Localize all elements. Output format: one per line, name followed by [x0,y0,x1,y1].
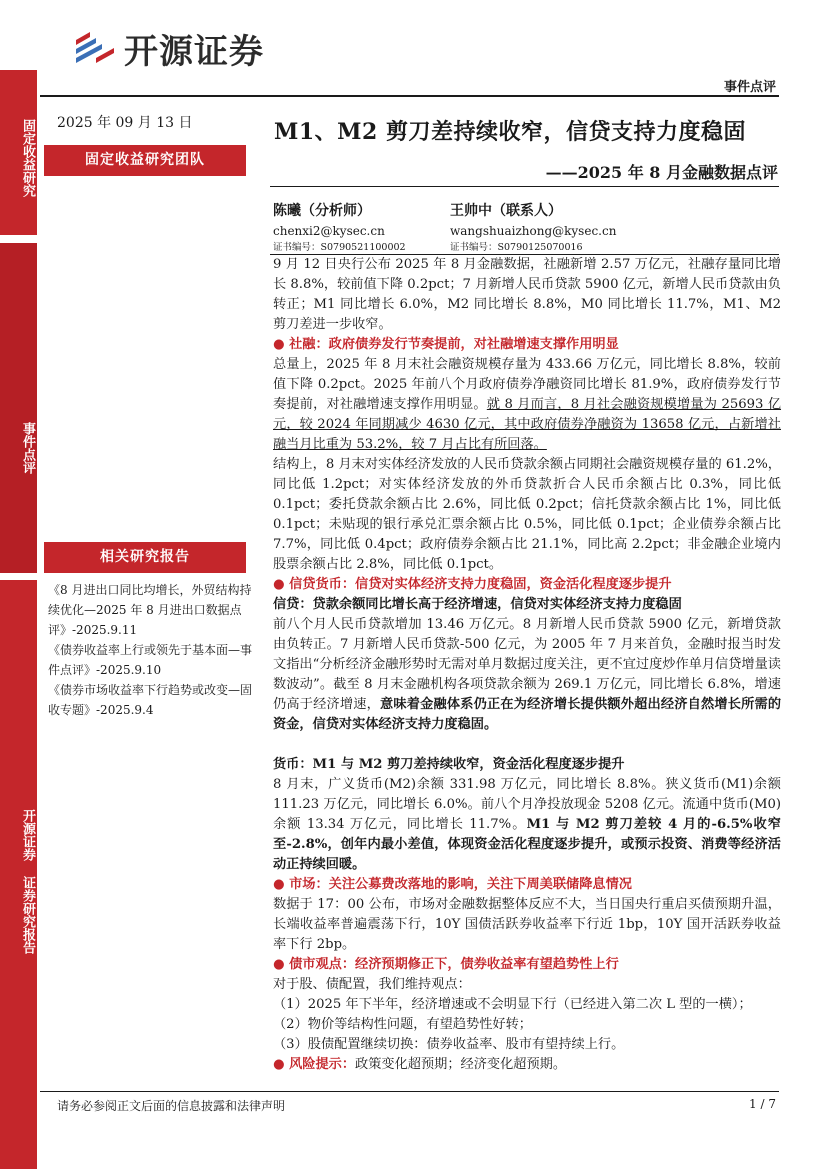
bullet-dot-icon: ● [273,1057,290,1072]
social-financing-structure-paragraph: 结构上，8 月末对实体经济发放的人民币贷款余额占同期社会融资规模存量的 61.2%，同比低 1.2pct；对实体经济发放的外币贷款折合人民币余额占比 0.3%，同比低 0.1pct；委托贷款余额占比 2.6%，同比低 0.2pct；信托贷款余额占比 1%，同比低 0.1pct；未贴现的银行承兑汇票余额占比 0.5%，同比低 0.1pct；企业债券余额占比 7.7%，同比低 0.4pct；政府债券余额占比 21.1%，同比高 2.2pct；非金融企业境内股票余额占比 2.8%，同比低 0.1pct。 [273,457,781,572]
side-band-category: 固定收益研究 [0,70,37,235]
social-financing-paragraph: 总量上，2025 年 8 月末社会融资规模存量为 433.66 万亿元，同比增长 8.8%，较前值下降 0.2pct。2025 年前八个月政府债券净融资同比增长 81.9%，政府债券发行节奏提前，对社融增速支撑作用明显。就 8 月而言，8 月社会融资规模增量为 25693 亿元，较 2024 年同期减少 4630 亿元，其中政府债券净融资为 13658 亿元，占新增社融当月比重为 53.2%，较 7 月占比有所回落。 [273,357,782,452]
money-subheading: 货币：M1 与 M2 剪刀差持续收窄，资金活化程度逐步提升 [273,757,625,772]
bullet-dot-icon: ● [273,337,290,352]
money-paragraph: 8 月末，广义货币(M2)余额 331.98 万亿元，同比增长 8.8%。狭义货币(M1)余额 111.23 万亿元，同比增长 6.0%。前八个月净投放现金 5208 亿元。流通中货币(M0)余额 13.34 万亿元，同比增长 11.7%。M1 与 M2 剪刀差较 4 月的-6.5%收窄至-2.8%，创年内最小差值，体现资金活化程度逐步提升，或预示投资、消费等经济活动正持续回暖。 [273,777,781,872]
doc-type-label: 事件点评 [723,80,776,95]
page-number: 1 / 7 [749,1097,776,1111]
credit-subheading: 信贷：贷款余额同比增长高于经济增速，信贷对实体经济支持力度稳固 [273,597,682,612]
bond-view-item: （2）物价等结构性问题，有望趋势性好转； [273,1017,532,1032]
company-logo [72,24,312,72]
report-subtitle: ——2025 年 8 月金融数据点评 [545,163,778,182]
logo-mark-icon [72,28,118,68]
market-paragraph: 数据于 17：00 公布，市场对金融数据整体反应不大，当日国央行重启买债预期升温，长端收益率普遍震荡下行，10Y 国债活跃券收益率下行近 1bp，10Y 国开活跃券收益率下行 2bp。 [273,897,781,952]
side-band-type: 事件点评 [0,243,37,573]
report-body [273,255,781,1075]
section-heading-market: ● 市场：关注公募费改落地的影响，关注下周美联储降息情况 [273,877,632,892]
bullet-dot-icon: ● [273,577,290,592]
report-date: 2025 年 09 月 13 日 [57,115,193,131]
logo-text: 开源证券 [124,31,264,72]
author-email[interactable]: wangshuaizhong@kysec.cn [450,224,617,238]
author-name: 陈曦（分析师） [273,203,371,219]
author-cert: 证书编号：S0790521100002 [273,242,406,253]
intro-paragraph: 9 月 12 日央行公布 2025 年 8 月金融数据，社融新增 2.57 万亿元，社融存量同比增长 8.8%，较前值下降 0.2pct；7 月新增人民币贷款 5900 亿元，新增人民币贷款由负转正；M1 同比增长 6.0%，M2 同比增长 8.8%，M0 同比增长 11.7%，M1、M2 剪刀差进一步收窄。 [273,257,781,332]
section-heading-social-financing: ● 社融：政府债券发行节奏提前，对社融增速支撑作用明显 [273,337,619,352]
related-report-item[interactable]: 《8 月进出口同比均增长，外贸结构持续优化—2025 年 8 月进出口数据点评》-2025.9.11 [48,583,252,637]
title-divider [270,186,779,187]
side-band-brand: 开源证券 证券研究报告 [0,580,37,1169]
report-title: M1、M2 剪刀差持续收窄，信贷支持力度稳固 [274,119,746,145]
team-label: 固定收益研究团队 [44,145,246,176]
author-name: 王帅中（联系人） [450,203,562,219]
author-cert: 证书编号：S0790125070016 [450,242,583,253]
header-divider [40,95,779,97]
risk-warning: ● 风险提示：政策变化超预期；经济变化超预期。 [273,1057,567,1072]
bond-view-item: （1）2025 年下半年，经济增速或不会明显下行（已经进入第二次 L 型的一横）； [273,997,752,1012]
related-reports-heading: 相关研究报告 [44,542,246,573]
credit-paragraph: 前八个月人民币贷款增加 13.46 万亿元。8 月新增人民币贷款 5900 亿元，新增贷款由负转正。7 月新增人民币贷款-500 亿元，为 2005 年 7 月来首负，金融时报当时发文指出“分析经济金融形势时无需对单月数据过度关注，更不宜过度炒作单月信贷增量读数波动”。截至 8 月末金融机构各项贷款余额为 269.1 万亿元，同比增长 6.8%，增速仍高于经济增速，意味着金融体系仍正在为经济增长提供额外超出经济自然增长所需的资金，信贷对实体经济支持力度稳固。 [273,617,782,732]
author-email[interactable]: chenxi2@kysec.cn [273,224,385,238]
related-report-item[interactable]: 《债券收益率上行或领先于基本面—事件点评》-2025.9.10 [48,643,253,677]
footer-divider [40,1091,779,1092]
disclaimer-note: 请务必参阅正文后面的信息披露和法律声明 [57,1099,286,1113]
related-report-item[interactable]: 《债券市场收益率下行趋势或改变—固收专题》-2025.9.4 [48,683,253,717]
bond-view-paragraph: 对于股、债配置，我们维持观点： [273,977,471,992]
section-heading-bond-view: ● 债市观点：经济预期修正下，债券收益率有望趋势性上行 [273,957,619,972]
section-heading-credit-money: ● 信贷货币：信贷对实体经济支持力度稳固，资金活化程度逐步提升 [273,577,672,592]
bullet-dot-icon: ● [273,957,290,972]
bullet-dot-icon: ● [273,877,290,892]
bond-view-item: （3）股债配置继续切换：债券收益率、股市有望持续上行。 [273,1037,625,1052]
related-reports-list [48,580,253,720]
